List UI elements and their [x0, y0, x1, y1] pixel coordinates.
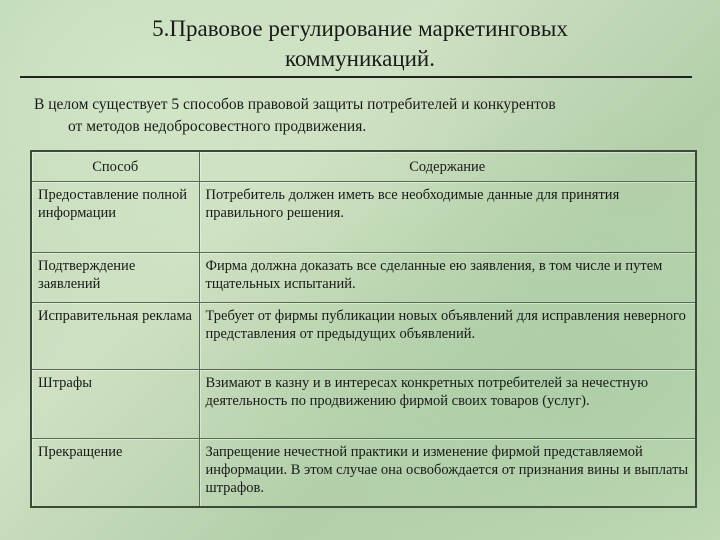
method-cell: Предоставление полной информации: [31, 182, 199, 253]
intro-line-1: В целом существует 5 способов правовой защиты потребителей и конкурентов: [34, 96, 556, 113]
intro-paragraph: [0, 94, 710, 138]
header-method: Способ: [31, 151, 199, 182]
legal-protection-table: [30, 150, 697, 508]
table-row: [31, 253, 696, 303]
table-row: [31, 303, 696, 370]
table-row: [31, 182, 696, 253]
method-cell: Штрафы: [31, 370, 199, 439]
content-cell: Взимают в казну и в интересах конкретных потребителей за нечестную деятельность по продвижению фирмой своих товаров (услуг).: [199, 370, 696, 439]
table-row: [31, 370, 696, 439]
method-cell: Прекращение: [31, 439, 199, 508]
table-header-row: [31, 151, 696, 182]
intro-line-2: от методов недобросовестного продвижения.: [68, 118, 367, 135]
method-cell: Подтверждение заявлений: [31, 253, 199, 303]
content-cell: Запрещение нечестной практики и изменение фирмой представляемой информации. В этом случае она освобождается от признания вины и выплаты штрафов.: [199, 439, 696, 508]
slide-title-line-1: 5.Правовое регулирование маркетинговых: [152, 16, 568, 41]
method-cell: Исправительная реклама: [31, 303, 199, 370]
content-cell: Фирма должна доказать все сделанные ею заявления, в том числе и путем тщательных испытаний.: [199, 253, 696, 303]
slide-title: [0, 14, 720, 74]
content-cell: Потребитель должен иметь все необходимые данные для принятия правильного решения.: [199, 182, 696, 253]
table-row: [31, 439, 696, 508]
slide-title-line-2: коммуникаций.: [284, 46, 435, 71]
title-underline: [20, 76, 692, 78]
header-content: Содержание: [199, 151, 696, 182]
content-cell: Требует от фирмы публикации новых объявлений для исправления неверного представления от предыдущих объявлений.: [199, 303, 696, 370]
